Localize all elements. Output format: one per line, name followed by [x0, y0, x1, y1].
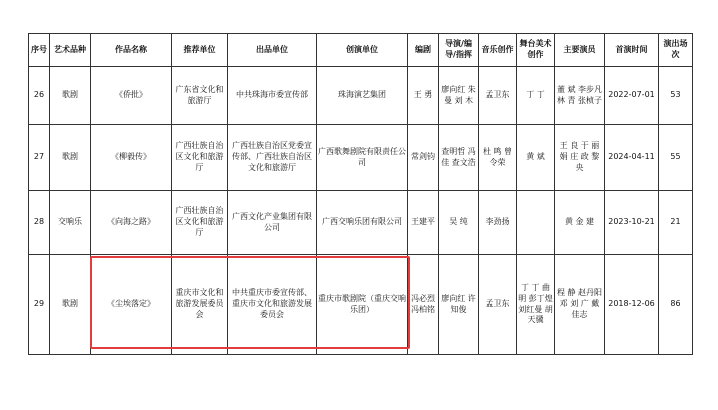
cell-shows: 86: [659, 255, 693, 355]
header-music: 音乐创作: [479, 34, 517, 67]
cell-producer: 广西文化产业集团有限公司: [228, 191, 317, 255]
cell-genre: 歌剧: [50, 125, 91, 191]
cell-creator: 广西交响乐团有限公司: [317, 191, 408, 255]
cell-premiere: 2023-10-21: [605, 191, 659, 255]
cell-music: 孟卫东: [479, 67, 517, 125]
cell-writer: 冯必烈 冯柏铭: [408, 255, 439, 355]
header-writer: 编剧: [408, 34, 439, 67]
header-producer: 出品单位: [228, 34, 317, 67]
cell-producer: 中共重庆市委宣传部、重庆市文化和旅游发展委员会: [228, 255, 317, 355]
cell-title: 《柳毅传》: [91, 125, 172, 191]
cell-title: 《尘埃落定》: [91, 255, 172, 355]
cell-recommender: 重庆市文化和旅游发展委员会: [172, 255, 228, 355]
cell-recommender: 广西壮族自治区文化和旅游厅: [172, 191, 228, 255]
cell-premiere: 2018-12-06: [605, 255, 659, 355]
cell-shows: 55: [659, 125, 693, 191]
cell-premiere: 2022-07-01: [605, 67, 659, 125]
header-genre: 艺术品种: [50, 34, 91, 67]
cell-music: 李劲扬: [479, 191, 517, 255]
table-row: [29, 255, 693, 355]
cell-director: 廖向红 朱 曼 刘 木: [439, 67, 479, 125]
cell-creator: 珠海演艺集团: [317, 67, 408, 125]
cell-director: 查明哲 冯 佳 查文浩: [439, 125, 479, 191]
header-no: 序号: [29, 34, 50, 67]
table-row: [29, 125, 693, 191]
header-actors: 主要演员: [555, 34, 605, 67]
cell-actors: 黄 金 建: [555, 191, 605, 255]
cell-title: 《向海之路》: [91, 191, 172, 255]
table-row: [29, 191, 693, 255]
header-title: 作品名称: [91, 34, 172, 67]
cell-producer: 中共珠海市委宣传部: [228, 67, 317, 125]
cell-actors: 董 斌 李步凡 林 青 张桢子: [555, 67, 605, 125]
cell-actors: 程 静 赵丹阳 邓 刘 广 戴佳志: [555, 255, 605, 355]
cell-stage: 黄 斌: [517, 125, 555, 191]
cell-writer: 王建平: [408, 191, 439, 255]
header-shows: 演出场次: [659, 34, 693, 67]
cell-genre: 交响乐: [50, 191, 91, 255]
cell-recommender: 广西壮族自治区文化和旅游厅: [172, 125, 228, 191]
cell-writer: 常剑钧: [408, 125, 439, 191]
cell-stage: [517, 191, 555, 255]
cell-shows: 53: [659, 67, 693, 125]
cell-no: 29: [29, 255, 50, 355]
cell-title: 《侨批》: [91, 67, 172, 125]
cell-music: 杜 鸣 曾令荣: [479, 125, 517, 191]
awards-table: [28, 33, 693, 355]
cell-writer: 王 勇: [408, 67, 439, 125]
header-stage: 舞台美术创作: [517, 34, 555, 67]
cell-creator: 重庆市歌剧院（重庆交响乐团）: [317, 255, 408, 355]
cell-no: 26: [29, 67, 50, 125]
cell-actors: 王 良 于 丽 娟 庄 政 黎 央: [555, 125, 605, 191]
cell-shows: 21: [659, 191, 693, 255]
header-director: 导演/编导/指挥: [439, 34, 479, 67]
cell-stage: 丁 丁 曲 明 彭丁煌 刘红曼 胡天骥: [517, 255, 555, 355]
header-recommender: 推荐单位: [172, 34, 228, 67]
cell-no: 27: [29, 125, 50, 191]
cell-recommender: 广东省文化和旅游厅: [172, 67, 228, 125]
cell-director: 廖向红 许知俊: [439, 255, 479, 355]
header-premiere: 首演时间: [605, 34, 659, 67]
cell-producer: 广西壮族自治区党委宣传部、广西壮族自治区文化和旅游厅: [228, 125, 317, 191]
cell-stage: 丁 丁: [517, 67, 555, 125]
cell-creator: 广西歌舞剧院有限责任公司: [317, 125, 408, 191]
cell-genre: 歌剧: [50, 255, 91, 355]
cell-music: 孟卫东: [479, 255, 517, 355]
cell-premiere: 2024-04-11: [605, 125, 659, 191]
cell-genre: 歌剧: [50, 67, 91, 125]
cell-no: 28: [29, 191, 50, 255]
table-row: [29, 67, 693, 125]
header-creator: 创演单位: [317, 34, 408, 67]
header-row: [29, 34, 693, 67]
cell-director: 吴 纯: [439, 191, 479, 255]
